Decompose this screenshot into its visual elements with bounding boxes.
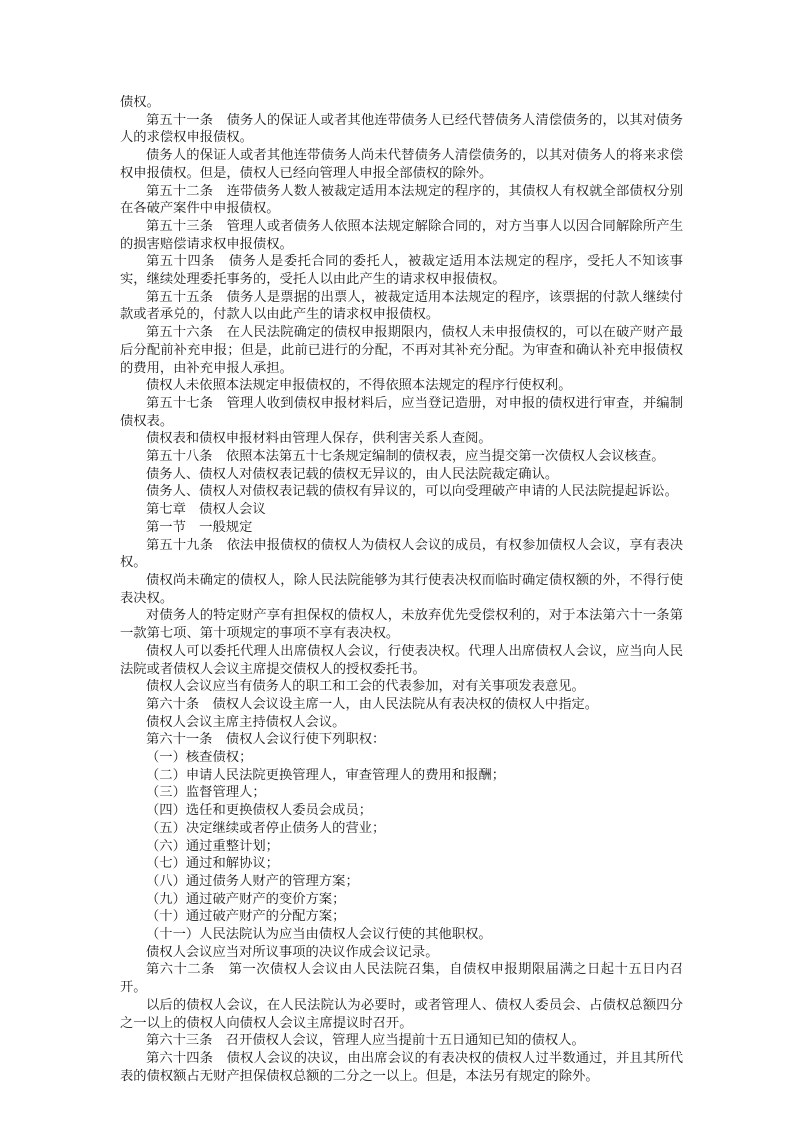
list-item: （二）申请人民法院更换管理人，审查管理人的费用和报酬； bbox=[146, 767, 506, 783]
article-56-para-2: 债权人未依照本法规定申报债权的，不得依照本法规定的程序行使权利。 bbox=[146, 378, 572, 394]
article-60-para-2: 债权人会议主席主持债权人会议。 bbox=[146, 714, 346, 730]
list-item: （五）决定继续或者停止债务人的营业； bbox=[146, 820, 386, 836]
article-61: 第六十一条 债权人会议行使下列职权： bbox=[146, 732, 386, 748]
article-59: 第五十九条 依法申报债权的债权人为债权人会议的成员，有权参加债权人会议，享有表决权。 bbox=[120, 537, 683, 571]
article-64: 第六十四条 债权人会议的决议，由出席会议的有表决权的债权人过半数通过，并且其所代表的债权额占无财产担保债权总额的二分之一以上。但是，本法另有规定的除外。 bbox=[120, 1050, 683, 1084]
article-58-para-2: 债务人、债权人对债权表记载的债权无异议的，由人民法院裁定确认。 bbox=[146, 466, 559, 482]
list-item: （四）选任和更换债权人委员会成员； bbox=[146, 803, 373, 819]
article-62: 第六十二条 第一次债权人会议由人民法院召集，自债权申报期限届满之日起十五日内召开。 bbox=[120, 962, 683, 996]
article-54: 第五十四条 债务人是委托合同的委托人，被裁定适用本法规定的程序，受托人不知该事实，继续处理委托事务的，受托人以由此产生的请求权申报债权。 bbox=[120, 254, 683, 288]
article-58: 第五十八条 依照本法第五十七条规定编制的债权表，应当提交第一次债权人会议核查。 bbox=[146, 449, 665, 465]
list-item: （七）通过和解协议； bbox=[146, 856, 279, 872]
chapter-heading: 第七章 债权人会议 bbox=[146, 502, 266, 518]
list-item: （六）通过重整计划； bbox=[146, 838, 279, 854]
article-55: 第五十五条 债务人是票据的出票人，被裁定适用本法规定的程序，该票据的付款人继续付款或者承兑的，付款人以由此产生的请求权申报债权。 bbox=[120, 289, 683, 323]
article-59-para-4: 债权人可以委托代理人出席债权人会议，行使表决权。代理人出席债权人会议，应当向人民法院或者债权人会议主席提交债权人的授权委托书。 bbox=[120, 643, 683, 677]
article-60: 第六十条 债权人会议设主席一人，由人民法院从有表决权的债权人中指定。 bbox=[146, 696, 599, 712]
article-59-para-5: 债权人会议应当有债务人的职工和工会的代表参加，对有关事项发表意见。 bbox=[146, 679, 585, 695]
article-59-para-3: 对债务人的特定财产享有担保权的债权人，未放弃优先受偿权利的，对于本法第六十一条第一款第七项、第十项规定的事项不享有表决权。 bbox=[120, 608, 683, 642]
article-58-para-3: 债务人、债权人对债权表记载的债权有异议的，可以向受理破产申请的人民法院提起诉讼。 bbox=[146, 484, 678, 500]
list-item: （十）通过破产财产的分配方案； bbox=[146, 909, 346, 925]
list-item: （一）核查债权； bbox=[146, 750, 253, 766]
article-57-para-2: 债权表和债权申报材料由管理人保存，供利害关系人查阅。 bbox=[146, 431, 492, 447]
paragraph-continuation: 债权。 bbox=[120, 95, 160, 110]
article-51-para-2: 债务人的保证人或者其他连带债务人尚未代替债务人清偿债务的，以其对债务人的将来求偿权申报债权。但是，债权人已经向管理人申报全部债权的除外。 bbox=[120, 148, 683, 181]
list-item: （八）通过债务人财产的管理方案； bbox=[146, 873, 359, 889]
article-53: 第五十三条 管理人或者债务人依照本法规定解除合同的，对方当事人以因合同解除所产生的损害赔偿请求权申报债权。 bbox=[120, 218, 683, 252]
article-63: 第六十三条 召开债权人会议，管理人应当提前十五日通知已知的债权人。 bbox=[146, 1033, 585, 1049]
article-59-para-2: 债权尚未确定的债权人，除人民法院能够为其行使表决权而临时确定债权额的外，不得行使表决权。 bbox=[120, 572, 683, 606]
document-page bbox=[120, 94, 683, 1085]
list-item: （十一）人民法院认为应当由债权人会议行使的其他职权。 bbox=[146, 927, 492, 943]
article-61-para-2: 债权人会议应当对所议事项的决议作成会议记录。 bbox=[146, 944, 439, 960]
article-52: 第五十二条 连带债务人数人被裁定适用本法规定的程序的，其债权人有权就全部债权分别在各破产案件中申报债权。 bbox=[120, 183, 683, 217]
article-57: 第五十七条 管理人收到债权申报材料后，应当登记造册，对申报的债权进行审查，并编制债权表。 bbox=[120, 395, 683, 429]
article-56: 第五十六条 在人民法院确定的债权申报期限内，债权人未申报债权的，可以在破产财产最后分配前补充申报；但是，此前已进行的分配，不再对其补充分配。为审查和确认补充申报债权的费用，由补充申报人承担。 bbox=[120, 325, 683, 376]
article-62-para-2: 以后的债权人会议，在人民法院认为必要时，或者管理人、债权人委员会、占债权总额四分之一以上的债权人向债权人会议主席提议时召开。 bbox=[120, 997, 683, 1031]
list-item: （九）通过破产财产的变价方案； bbox=[146, 891, 346, 907]
list-item: （三）监督管理人； bbox=[146, 785, 266, 801]
section-heading: 第一节 一般规定 bbox=[146, 519, 253, 535]
article-51: 第五十一条 债务人的保证人或者其他连带债务人已经代替债务人清偿债务的，以其对债务人的求偿权申报债权。 bbox=[120, 112, 683, 146]
